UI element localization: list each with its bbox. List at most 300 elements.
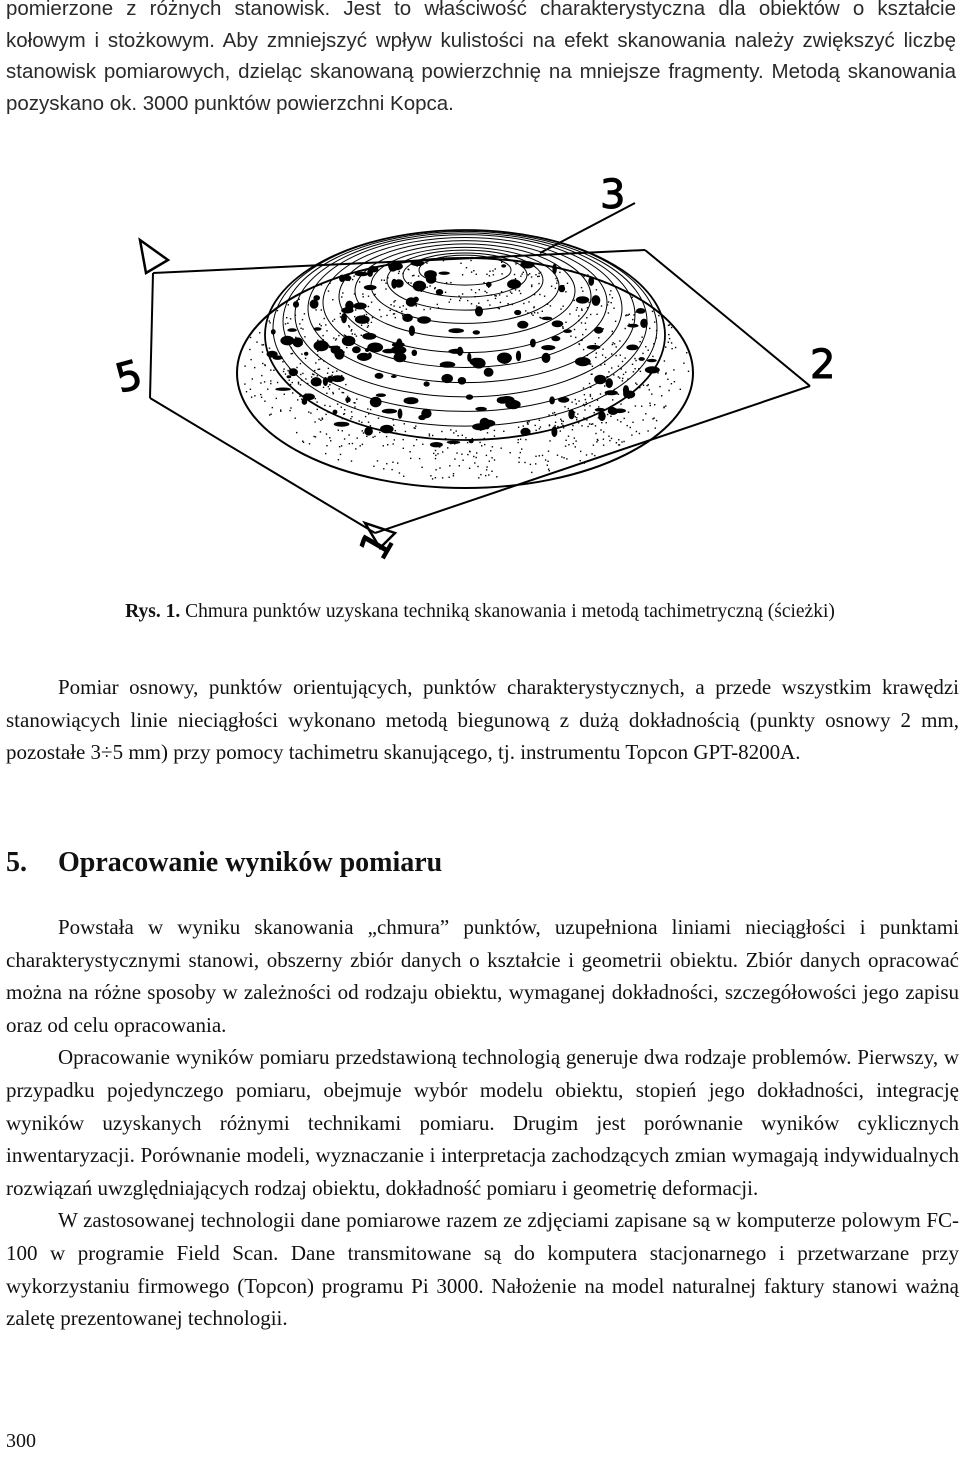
scan-point — [562, 425, 563, 426]
scan-point — [434, 288, 435, 289]
scan-point — [372, 437, 373, 438]
scan-point — [531, 472, 532, 473]
scan-point — [551, 286, 552, 287]
scan-point — [325, 453, 326, 454]
scan-point — [349, 443, 350, 444]
scan-point — [582, 334, 583, 335]
scan-point — [667, 379, 668, 380]
scan-point — [590, 314, 591, 315]
scan-point — [462, 274, 463, 275]
scan-point — [459, 465, 460, 466]
scan-point — [432, 435, 433, 436]
scan-point — [435, 469, 436, 470]
scan-point — [476, 274, 477, 275]
point-cluster — [507, 279, 521, 289]
scan-point — [557, 426, 558, 427]
scan-point — [340, 316, 341, 317]
point-cluster — [362, 333, 376, 340]
scan-point — [608, 301, 609, 302]
scan-point — [517, 442, 518, 443]
scan-point — [615, 321, 616, 322]
scan-point — [531, 276, 532, 277]
point-cluster — [606, 378, 613, 388]
scan-point — [581, 310, 582, 311]
scan-point — [450, 299, 451, 300]
point-cluster — [441, 374, 453, 383]
scan-point — [548, 451, 549, 452]
scan-point — [399, 271, 400, 272]
scan-point — [618, 439, 619, 440]
point-cluster — [645, 366, 660, 373]
scan-point — [302, 373, 303, 374]
scan-point — [300, 374, 301, 375]
scan-point — [496, 476, 497, 477]
scan-point — [310, 412, 311, 413]
scan-point — [506, 296, 507, 297]
scan-point — [256, 341, 257, 342]
scan-point — [571, 402, 572, 403]
scan-point — [572, 425, 573, 426]
scan-point — [499, 308, 500, 309]
scan-point — [403, 439, 404, 440]
point-cluster — [398, 409, 403, 419]
scan-point — [326, 433, 327, 434]
scan-point — [442, 451, 443, 452]
scan-point — [480, 474, 481, 475]
scan-point — [401, 311, 402, 312]
scan-point — [560, 430, 561, 431]
scan-point — [342, 292, 343, 293]
scan-point — [426, 262, 427, 263]
scan-point — [607, 304, 608, 305]
scan-point — [584, 409, 585, 410]
scan-point — [620, 403, 621, 404]
scan-point — [246, 391, 247, 392]
point-cluster — [267, 351, 278, 358]
scan-point — [366, 436, 367, 437]
point-cluster — [293, 337, 303, 347]
scan-point — [296, 367, 297, 368]
scan-point — [363, 432, 364, 433]
scan-point — [561, 420, 562, 421]
scan-point — [518, 427, 519, 428]
scan-point — [612, 344, 613, 345]
point-cluster — [391, 279, 397, 289]
scan-point — [572, 429, 573, 430]
scan-point — [269, 414, 270, 415]
scan-point — [292, 353, 293, 354]
scan-point — [531, 286, 532, 287]
scan-point — [635, 382, 636, 383]
scan-point — [478, 303, 479, 304]
scan-point — [264, 364, 265, 365]
point-cluster — [357, 353, 371, 361]
point-cluster — [595, 408, 606, 412]
scan-point — [501, 273, 502, 274]
scan-point — [259, 332, 260, 333]
scan-point — [320, 420, 321, 421]
scan-point — [671, 342, 672, 343]
scan-point — [354, 293, 355, 294]
scan-point — [350, 418, 351, 419]
scan-point — [442, 477, 443, 478]
scan-point — [623, 441, 624, 442]
scan-point — [285, 323, 286, 324]
scan-point — [600, 364, 601, 365]
scan-point — [381, 279, 382, 280]
scan-point — [567, 283, 568, 284]
scan-point — [495, 268, 496, 269]
scan-point — [671, 348, 672, 349]
scan-point — [377, 460, 378, 461]
scan-point — [515, 278, 516, 279]
scan-point — [484, 291, 485, 292]
scan-point — [486, 455, 487, 456]
scan-point — [284, 394, 285, 395]
scan-point — [361, 335, 362, 336]
scan-point — [612, 297, 613, 298]
scan-point — [539, 276, 540, 277]
scan-point — [438, 307, 439, 308]
scan-point — [342, 392, 343, 393]
scan-point — [604, 364, 605, 365]
scan-point — [354, 406, 355, 407]
scan-point — [283, 371, 284, 372]
scan-point — [325, 414, 326, 415]
point-cluster — [500, 357, 510, 364]
point-cluster — [333, 410, 338, 415]
scan-point — [596, 289, 597, 290]
scan-point — [368, 306, 369, 307]
scan-point — [244, 365, 245, 366]
scan-point — [329, 388, 330, 389]
scan-point — [575, 337, 576, 338]
scan-point — [520, 293, 521, 294]
scan-point — [313, 436, 314, 437]
scan-point — [269, 322, 270, 323]
scan-point — [319, 324, 320, 325]
scan-point — [367, 408, 368, 409]
scan-point — [386, 436, 387, 437]
scan-point — [534, 312, 535, 313]
scan-point — [623, 374, 624, 375]
scan-point — [528, 301, 529, 302]
scan-point — [449, 477, 450, 478]
scan-point — [449, 465, 450, 466]
scan-point — [547, 304, 548, 305]
scan-point — [564, 406, 565, 407]
scan-point — [393, 301, 394, 302]
scan-point — [639, 433, 640, 434]
scan-point — [594, 455, 595, 456]
scan-point — [586, 317, 587, 318]
scan-point — [641, 337, 642, 338]
scan-point — [510, 291, 511, 292]
scan-point — [628, 412, 629, 413]
section-paragraph: W zastosowanej technologii dane pomiarowe razem ze zdjęciami zapisane są w komputerze polowym FC-100 w programie Field Scan. Dane transmitowane są do komputera stacjonarnego i przetwarzane przy wykorzystaniu firmowego (Topcon) programu Pi 3000. Nałożenie na model naturalnej faktury stanowi ważną zaletę prezentowanej technologii. — [6, 1208, 959, 1331]
point-cluster — [345, 397, 350, 402]
scan-point — [527, 312, 528, 313]
scan-point — [410, 458, 411, 459]
scan-point — [539, 317, 540, 318]
scan-point — [654, 321, 655, 322]
station-label-3: 3 — [600, 172, 626, 218]
scan-point — [372, 317, 373, 318]
scan-point — [399, 307, 400, 308]
scan-point — [489, 271, 490, 272]
scan-point — [342, 430, 343, 431]
scan-point — [379, 432, 380, 433]
scan-point — [341, 407, 342, 408]
scan-point — [330, 440, 331, 441]
point-cluster — [576, 296, 589, 303]
scan-point — [362, 430, 363, 431]
scan-point — [523, 303, 524, 304]
scan-point — [619, 340, 620, 341]
point-cluster — [636, 308, 645, 314]
scan-point — [538, 283, 539, 284]
scan-point — [596, 441, 597, 442]
scan-point — [453, 475, 454, 476]
scan-point — [642, 353, 643, 354]
scan-point — [390, 304, 391, 305]
measurement-paragraph — [6, 671, 959, 769]
point-cluster — [287, 375, 292, 378]
scan-point — [607, 414, 608, 415]
scan-point — [333, 393, 334, 394]
scan-point — [578, 421, 579, 422]
scan-point — [435, 477, 436, 478]
scan-point — [579, 344, 580, 345]
scan-point — [260, 394, 261, 395]
scan-point — [295, 418, 296, 419]
scan-point — [445, 438, 446, 439]
scan-point — [352, 279, 353, 280]
scan-point — [649, 389, 650, 390]
scan-point — [471, 303, 472, 304]
scan-point — [470, 260, 471, 261]
point-cluster — [473, 330, 480, 334]
scan-point — [410, 260, 411, 261]
scan-point — [410, 282, 411, 283]
scan-point — [612, 333, 613, 334]
scan-point — [669, 324, 670, 325]
point-cluster — [352, 346, 361, 353]
scan-point — [584, 394, 585, 395]
scan-point — [336, 370, 337, 371]
scan-point — [577, 413, 578, 414]
scan-point — [578, 320, 579, 321]
scan-point — [332, 372, 333, 373]
section-number: 5. — [6, 847, 27, 878]
scan-point — [581, 287, 582, 288]
point-cluster — [368, 266, 378, 272]
scan-point — [366, 311, 367, 312]
scan-point — [298, 383, 299, 384]
point-cluster — [367, 343, 383, 353]
scan-point — [416, 305, 417, 306]
scan-point — [405, 431, 406, 432]
scan-point — [648, 384, 649, 385]
scan-point — [450, 282, 451, 283]
scan-point — [659, 386, 660, 387]
scan-point — [622, 380, 623, 381]
scan-point — [423, 309, 424, 310]
scan-point — [476, 452, 477, 453]
scan-point — [416, 439, 417, 440]
scan-point — [635, 360, 636, 361]
scan-point — [636, 431, 637, 432]
scan-point — [487, 432, 488, 433]
point-cluster — [486, 282, 492, 287]
scan-point — [574, 329, 575, 330]
point-cluster — [448, 349, 463, 354]
scan-point — [362, 293, 363, 294]
scan-point — [597, 400, 598, 401]
scan-point — [517, 263, 518, 264]
scan-point — [446, 258, 447, 259]
scan-point — [633, 371, 634, 372]
scan-point — [568, 444, 569, 445]
scan-point — [450, 429, 451, 430]
scan-point — [458, 296, 459, 297]
scan-point — [329, 283, 330, 284]
scan-point — [627, 378, 628, 379]
scan-point — [355, 448, 356, 449]
scan-point — [560, 308, 561, 309]
scan-point — [328, 368, 329, 369]
scan-point — [469, 451, 470, 452]
scan-point — [315, 436, 316, 437]
scan-point — [565, 440, 566, 441]
scan-point — [539, 455, 540, 456]
scan-point — [563, 306, 564, 307]
scan-point — [570, 336, 571, 337]
point-cluster — [466, 394, 473, 399]
scan-point — [621, 368, 622, 369]
figure-caption-text: Chmura punktów uzyskana techniką skanowania i metodą tachimetryczną (ścieżki) — [185, 601, 835, 622]
scan-point — [646, 385, 647, 386]
scan-point — [358, 270, 359, 271]
scan-point — [340, 454, 341, 455]
scan-point — [563, 457, 564, 458]
scan-point — [302, 319, 303, 320]
scan-point — [612, 331, 613, 332]
point-cluster — [542, 353, 551, 363]
point-cluster — [341, 313, 347, 323]
scan-point — [555, 278, 556, 279]
scan-point — [604, 361, 605, 362]
point-cluster — [448, 328, 464, 333]
scan-point — [295, 315, 296, 316]
scan-point — [280, 409, 281, 410]
scan-point — [270, 383, 271, 384]
scan-point — [583, 387, 584, 388]
point-cluster — [551, 336, 560, 341]
scan-point — [270, 414, 271, 415]
scan-point — [351, 330, 352, 331]
scan-point — [291, 347, 292, 348]
scan-point — [617, 419, 618, 420]
scan-point — [366, 314, 367, 315]
scan-point — [587, 307, 588, 308]
scan-point — [371, 322, 372, 323]
scan-point — [374, 294, 375, 295]
scan-point — [360, 445, 361, 446]
scan-point — [402, 273, 403, 274]
scan-point — [300, 328, 301, 329]
scan-point — [611, 353, 612, 354]
scan-point — [300, 363, 301, 364]
point-cluster — [608, 407, 617, 414]
scan-point — [589, 383, 590, 384]
point-cluster — [388, 262, 403, 270]
point-cluster — [440, 361, 456, 367]
scan-point — [575, 399, 576, 400]
scan-point — [454, 458, 455, 459]
point-cluster — [549, 396, 555, 404]
point-cluster — [382, 409, 397, 414]
scan-point — [620, 421, 621, 422]
scan-point — [668, 334, 669, 335]
scan-point — [332, 299, 333, 300]
scan-point — [348, 434, 349, 435]
scan-point — [351, 460, 352, 461]
scan-point — [316, 401, 317, 402]
point-cluster — [314, 340, 329, 351]
page-number: 300 — [6, 1430, 36, 1452]
scan-point — [276, 398, 277, 399]
scan-point — [371, 302, 372, 303]
scan-point — [548, 414, 549, 415]
point-cluster — [411, 260, 425, 266]
scan-point — [575, 416, 576, 417]
scan-point — [361, 422, 362, 423]
scan-point — [277, 382, 278, 383]
point-cluster — [289, 368, 298, 376]
scan-point — [561, 423, 562, 424]
scan-point — [299, 396, 300, 397]
scan-point — [535, 425, 536, 426]
scan-point — [338, 430, 339, 431]
scan-point — [521, 448, 522, 449]
scan-point — [512, 304, 513, 305]
scan-point — [315, 309, 316, 310]
scan-point — [432, 478, 433, 479]
scan-point — [479, 442, 480, 443]
scan-point — [314, 370, 315, 371]
scan-point — [610, 416, 611, 417]
point-cluster — [354, 303, 367, 310]
scan-point — [601, 422, 602, 423]
scan-point — [494, 459, 495, 460]
scan-point — [300, 384, 301, 385]
scan-point — [565, 291, 566, 292]
scan-point — [568, 408, 569, 409]
scan-point — [554, 412, 555, 413]
scan-point — [490, 450, 491, 451]
scan-point — [565, 446, 566, 447]
scan-point — [561, 456, 562, 457]
scan-point — [503, 431, 504, 432]
scan-point — [601, 305, 602, 306]
scan-point — [625, 357, 626, 358]
scan-point — [596, 314, 597, 315]
point-cluster — [623, 385, 629, 395]
scan-point — [549, 440, 550, 441]
scan-point — [585, 399, 586, 400]
scan-point — [430, 475, 431, 476]
